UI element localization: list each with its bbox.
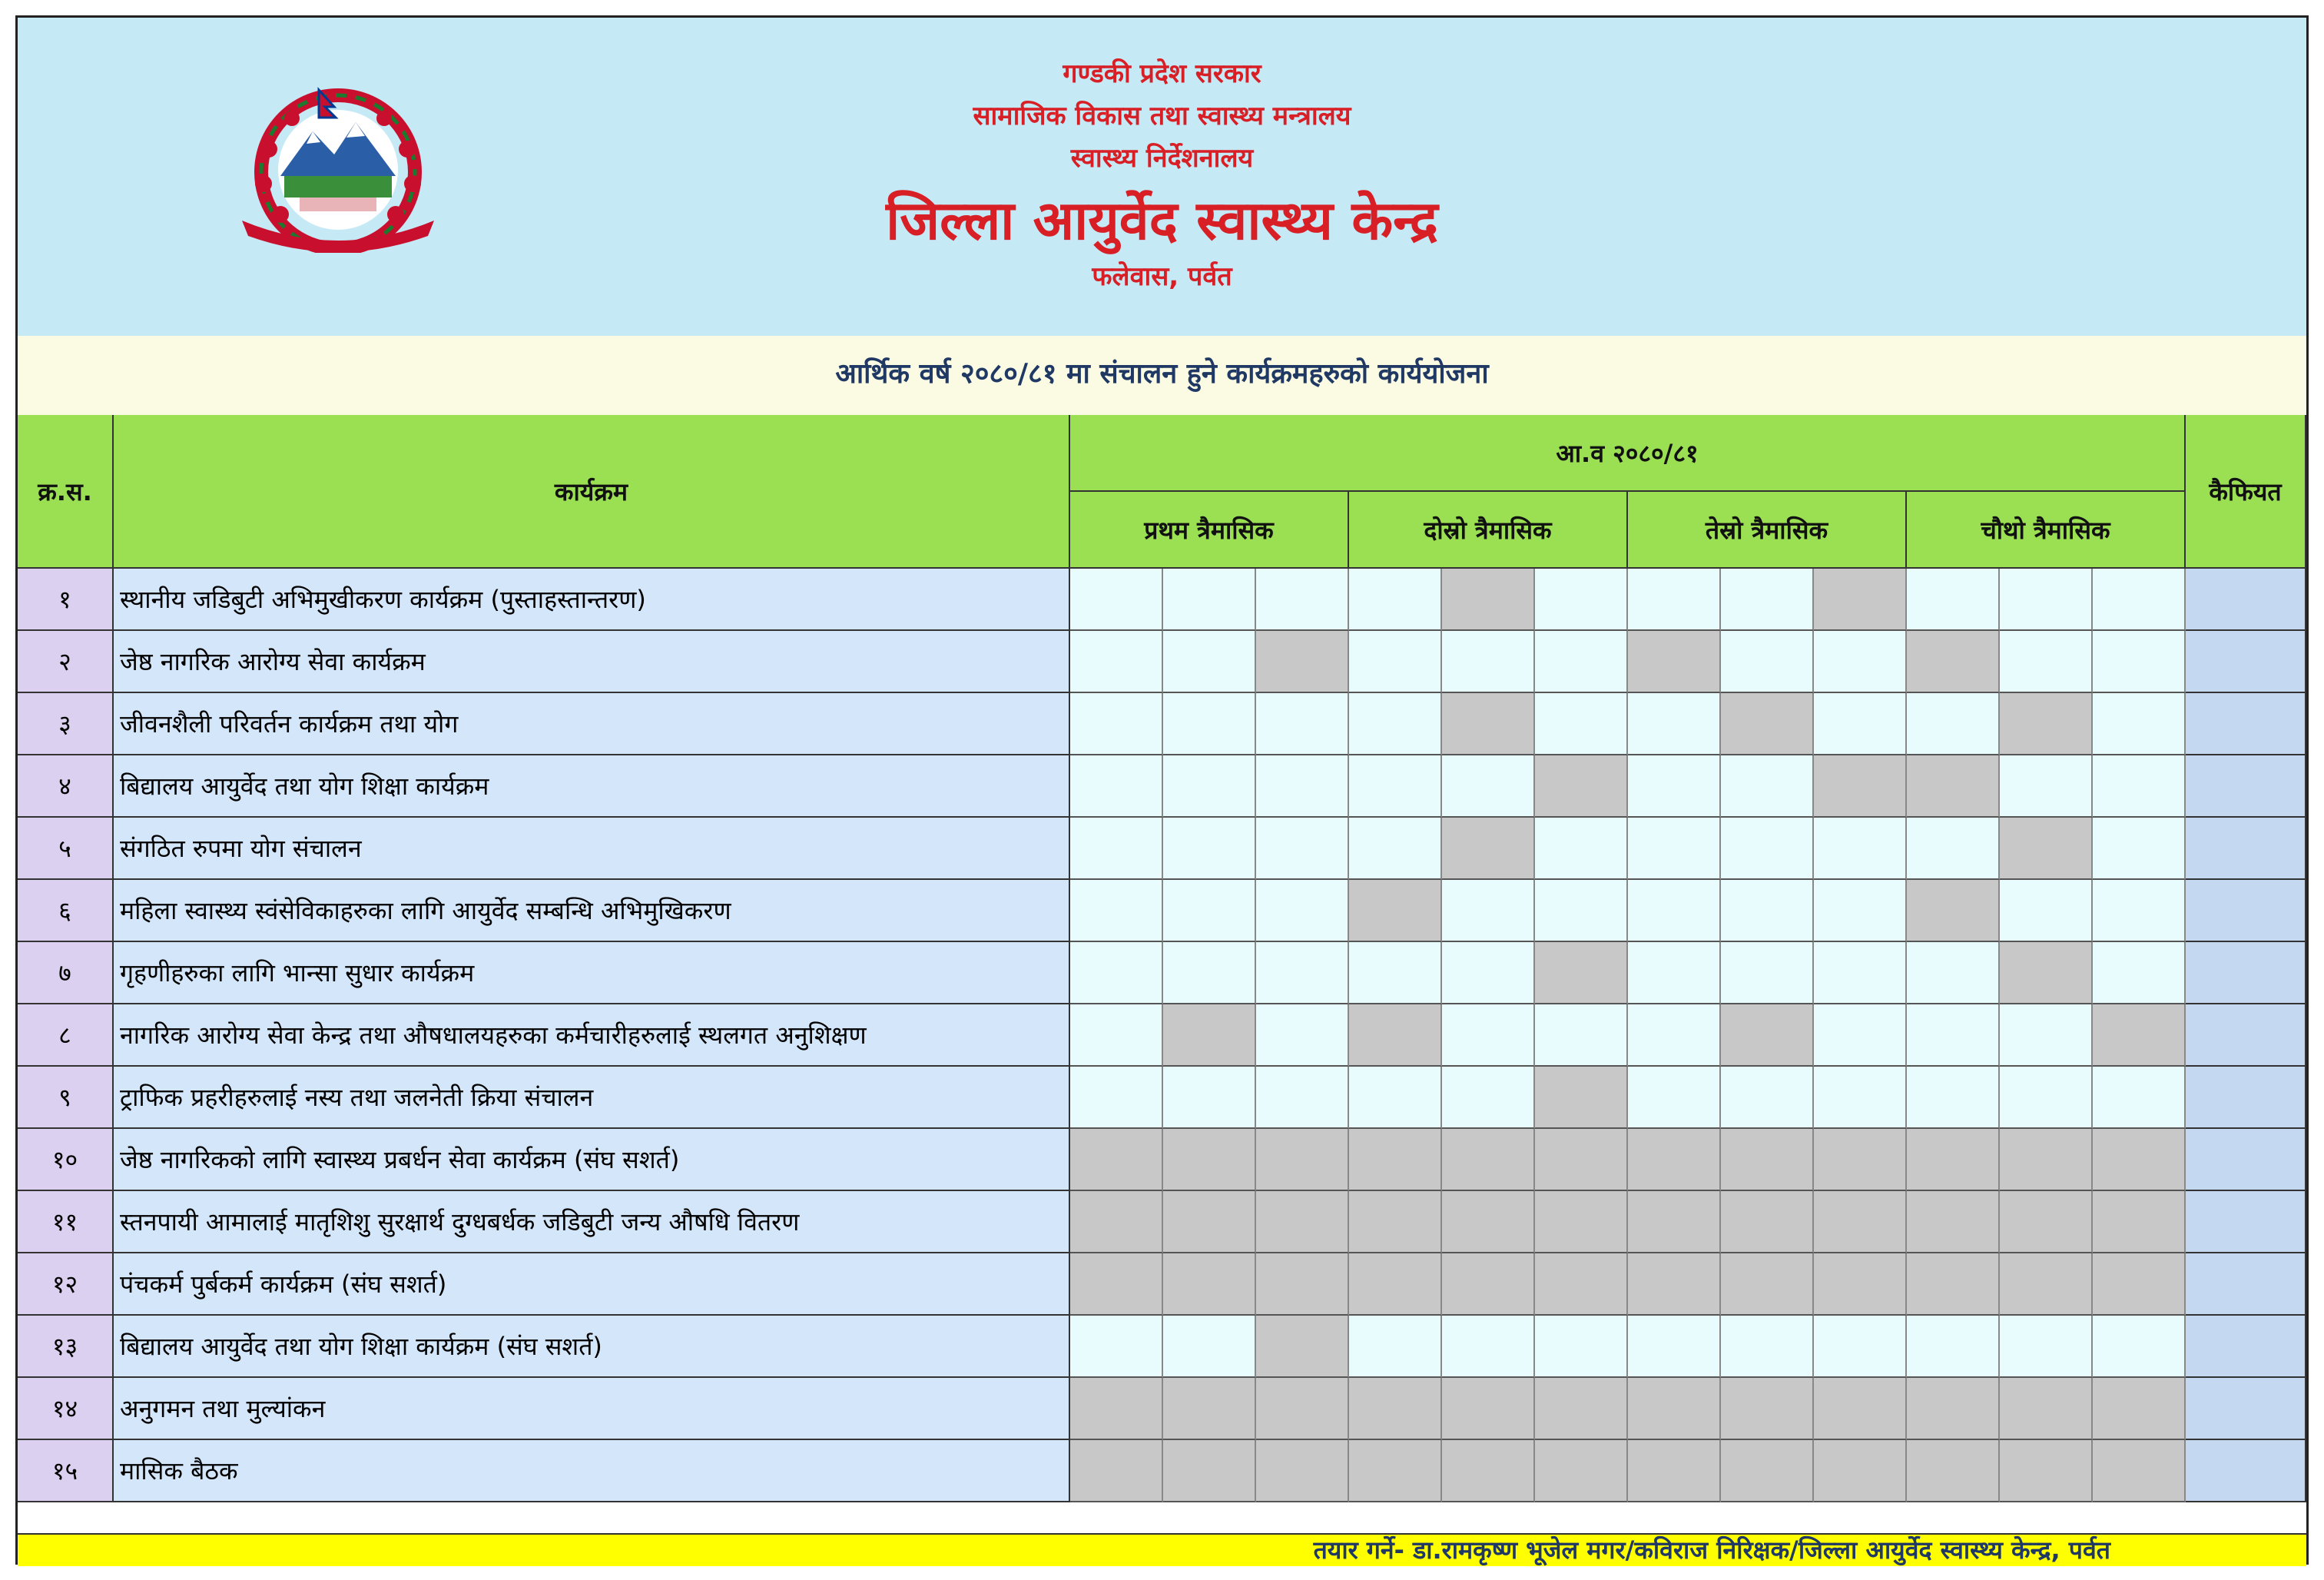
schedule-cell-active[interactable] xyxy=(1163,1378,1256,1440)
row-program: स्थानीय जडिबुटी अभिमुखीकरण कार्यक्रम (पुस्ताहस्तान्तरण) xyxy=(114,569,1070,631)
schedule-cell-empty[interactable] xyxy=(1628,1004,1721,1067)
schedule-cell-active[interactable] xyxy=(2000,693,2093,755)
schedule-cell-empty[interactable] xyxy=(1628,880,1721,942)
schedule-cell-empty[interactable] xyxy=(1814,1067,1907,1129)
schedule-cell-active[interactable] xyxy=(1070,1191,1163,1253)
row-serial: ६ xyxy=(18,880,114,942)
row-serial: ९ xyxy=(18,1067,114,1129)
schedule-cell-empty[interactable] xyxy=(2093,942,2186,1004)
schedule-cell-empty[interactable] xyxy=(1256,880,1349,942)
schedule-cell-active[interactable] xyxy=(1535,942,1628,1004)
schedule-cell-empty[interactable] xyxy=(1070,1004,1163,1067)
row-program: गृहणीहरुका लागि भान्सा सुधार कार्यक्रम xyxy=(114,942,1070,1004)
schedule-cell-empty[interactable] xyxy=(2093,693,2186,755)
col-header-quarter: चौथो त्रैमासिक xyxy=(1907,492,2186,569)
row-remarks[interactable] xyxy=(2186,942,2306,1004)
schedule-cell-empty[interactable] xyxy=(1256,755,1349,818)
schedule-cell-active[interactable] xyxy=(2000,1191,2093,1253)
row-remarks[interactable] xyxy=(2186,1253,2306,1316)
schedule-cell-empty[interactable] xyxy=(1070,818,1163,880)
schedule-cell-active[interactable] xyxy=(1256,1440,1349,1502)
col-header-program: कार्यक्रम xyxy=(114,415,1070,569)
schedule-cell-active[interactable] xyxy=(1907,1378,2000,1440)
schedule-cell-active[interactable] xyxy=(1628,631,1721,693)
schedule-cell-empty[interactable] xyxy=(1628,1316,1721,1378)
schedule-cell-empty[interactable] xyxy=(1442,755,1535,818)
schedule-cell-empty[interactable] xyxy=(1070,1316,1163,1378)
schedule-cell-active[interactable] xyxy=(1907,631,2000,693)
schedule-cell-active[interactable] xyxy=(1163,1129,1256,1191)
schedule-cell-empty[interactable] xyxy=(1163,569,1256,631)
row-program: जीवनशैली परिवर्तन कार्यक्रम तथा योग xyxy=(114,693,1070,755)
schedule-cell-active[interactable] xyxy=(1535,1129,1628,1191)
schedule-cell-empty[interactable] xyxy=(1442,942,1535,1004)
row-program: अनुगमन तथा मुल्यांकन xyxy=(114,1378,1070,1440)
row-remarks[interactable] xyxy=(2186,1129,2306,1191)
schedule-cell-active[interactable] xyxy=(1814,569,1907,631)
schedule-cell-empty[interactable] xyxy=(1163,1067,1256,1129)
schedule-cell-active[interactable] xyxy=(1349,1253,1442,1316)
schedule-cell-empty[interactable] xyxy=(1349,631,1442,693)
schedule-cell-active[interactable] xyxy=(1721,1191,1814,1253)
row-remarks[interactable] xyxy=(2186,1004,2306,1067)
schedule-cell-active[interactable] xyxy=(1442,693,1535,755)
row-serial: १० xyxy=(18,1129,114,1191)
schedule-cell-active[interactable] xyxy=(2000,1440,2093,1502)
schedule-cell-empty[interactable] xyxy=(1349,693,1442,755)
schedule-cell-active[interactable] xyxy=(1628,1191,1721,1253)
schedule-cell-active[interactable] xyxy=(1256,1191,1349,1253)
plan-title: आर्थिक वर्ष २०८०/८१ मा संचालन हुने कार्यक्रमहरुको कार्ययोजना xyxy=(18,336,2306,417)
schedule-cell-active[interactable] xyxy=(1349,1004,1442,1067)
row-program: नागरिक आरोग्य सेवा केन्द्र तथा औषधालयहरुका कर्मचारीहरुलाई स्थलगत अनुशिक्षण xyxy=(114,1004,1070,1067)
row-serial: ४ xyxy=(18,755,114,818)
schedule-cell-active[interactable] xyxy=(1814,1378,1907,1440)
schedule-cell-active[interactable] xyxy=(1535,1378,1628,1440)
schedule-cell-active[interactable] xyxy=(2093,1129,2186,1191)
schedule-cell-empty[interactable] xyxy=(1628,818,1721,880)
schedule-cell-empty[interactable] xyxy=(1349,569,1442,631)
schedule-cell-active[interactable] xyxy=(2093,1004,2186,1067)
schedule-cell-empty[interactable] xyxy=(1628,1067,1721,1129)
row-serial: १४ xyxy=(18,1378,114,1440)
row-program: पंचकर्म पुर्बकर्म कार्यक्रम (संघ सशर्त) xyxy=(114,1253,1070,1316)
schedule-cell-active[interactable] xyxy=(1442,569,1535,631)
schedule-cell-empty[interactable] xyxy=(1070,942,1163,1004)
schedule-cell-empty[interactable] xyxy=(1721,631,1814,693)
schedule-cell-active[interactable] xyxy=(1721,693,1814,755)
schedule-cell-active[interactable] xyxy=(1535,755,1628,818)
schedule-cell-empty[interactable] xyxy=(1721,569,1814,631)
schedule-cell-active[interactable] xyxy=(1256,1316,1349,1378)
schedule-cell-empty[interactable] xyxy=(1349,1316,1442,1378)
schedule-cell-empty[interactable] xyxy=(1070,569,1163,631)
schedule-cell-empty[interactable] xyxy=(2093,569,2186,631)
row-serial: १ xyxy=(18,569,114,631)
schedule-cell-empty[interactable] xyxy=(1256,1067,1349,1129)
row-serial: ११ xyxy=(18,1191,114,1253)
schedule-cell-active[interactable] xyxy=(1907,1129,2000,1191)
col-header-fiscal-year: आ.व २०८०/८१ xyxy=(1070,415,2186,492)
schedule-cell-active[interactable] xyxy=(1535,1191,1628,1253)
schedule-cell-empty[interactable] xyxy=(1442,1067,1535,1129)
schedule-cell-empty[interactable] xyxy=(1814,1004,1907,1067)
col-header-quarter: दोस्रो त्रैमासिक xyxy=(1349,492,1628,569)
schedule-cell-active[interactable] xyxy=(1442,1378,1535,1440)
schedule-cell-active[interactable] xyxy=(1349,1129,1442,1191)
schedule-cell-active[interactable] xyxy=(1907,1253,2000,1316)
row-remarks[interactable] xyxy=(2186,631,2306,693)
schedule-cell-active[interactable] xyxy=(2000,818,2093,880)
schedule-cell-empty[interactable] xyxy=(1535,1316,1628,1378)
schedule-cell-active[interactable] xyxy=(1163,1191,1256,1253)
col-header-serial: क्र.स. xyxy=(18,415,114,569)
schedule-cell-empty[interactable] xyxy=(2093,1067,2186,1129)
schedule-cell-active[interactable] xyxy=(1721,1253,1814,1316)
schedule-cell-empty[interactable] xyxy=(1256,569,1349,631)
schedule-cell-empty[interactable] xyxy=(1535,569,1628,631)
row-remarks[interactable] xyxy=(2186,880,2306,942)
schedule-cell-active[interactable] xyxy=(1814,1191,1907,1253)
row-serial: १५ xyxy=(18,1440,114,1502)
schedule-cell-empty[interactable] xyxy=(1070,1067,1163,1129)
schedule-cell-empty[interactable] xyxy=(1070,755,1163,818)
schedule-cell-active[interactable] xyxy=(1628,1440,1721,1502)
col-header-quarter: प्रथम त्रैमासिक xyxy=(1070,492,1349,569)
schedule-cell-active[interactable] xyxy=(1721,1129,1814,1191)
schedule-cell-empty[interactable] xyxy=(1814,693,1907,755)
schedule-cell-active[interactable] xyxy=(1442,1440,1535,1502)
workplan-sheet xyxy=(15,15,2309,1565)
schedule-cell-empty[interactable] xyxy=(1535,693,1628,755)
row-serial: १२ xyxy=(18,1253,114,1316)
schedule-cell-empty[interactable] xyxy=(2000,1004,2093,1067)
row-serial: ३ xyxy=(18,693,114,755)
schedule-cell-active[interactable] xyxy=(1256,631,1349,693)
schedule-cell-active[interactable] xyxy=(1070,1440,1163,1502)
schedule-cell-active[interactable] xyxy=(1535,1067,1628,1129)
schedule-cell-empty[interactable] xyxy=(1349,818,1442,880)
schedule-cell-active[interactable] xyxy=(2093,1191,2186,1253)
schedule-cell-empty[interactable] xyxy=(1070,880,1163,942)
schedule-cell-empty[interactable] xyxy=(1628,693,1721,755)
schedule-cell-empty[interactable] xyxy=(2000,1316,2093,1378)
row-program: बिद्यालय आयुर्वेद तथा योग शिक्षा कार्यक्रम xyxy=(114,755,1070,818)
schedule-cell-empty[interactable] xyxy=(1163,818,1256,880)
schedule-cell-empty[interactable] xyxy=(1907,818,2000,880)
schedule-cell-empty[interactable] xyxy=(1721,1316,1814,1378)
schedule-cell-empty[interactable] xyxy=(1349,1067,1442,1129)
schedule-cell-active[interactable] xyxy=(2000,1253,2093,1316)
schedule-cell-active[interactable] xyxy=(1349,1191,1442,1253)
schedule-cell-active[interactable] xyxy=(1907,1191,2000,1253)
schedule-cell-active[interactable] xyxy=(1349,1440,1442,1502)
schedule-cell-empty[interactable] xyxy=(1907,569,2000,631)
row-remarks[interactable] xyxy=(2186,1067,2306,1129)
schedule-cell-active[interactable] xyxy=(1814,1253,1907,1316)
schedule-cell-empty[interactable] xyxy=(2000,755,2093,818)
schedule-cell-empty[interactable] xyxy=(1907,693,2000,755)
schedule-cell-active[interactable] xyxy=(2000,942,2093,1004)
row-program: ट्राफिक प्रहरीहरुलाई नस्य तथा जलनेती क्रिया संचालन xyxy=(114,1067,1070,1129)
ministry-name: सामाजिक विकास तथा स्वास्थ्य मन्त्रालय xyxy=(973,101,1351,131)
schedule-cell-empty[interactable] xyxy=(1442,880,1535,942)
row-program: महिला स्वास्थ्य स्वंसेविकाहरुका लागि आयुर्वेद सम्बन्धि अभिमुखिकरण xyxy=(114,880,1070,942)
schedule-cell-empty[interactable] xyxy=(1907,1067,2000,1129)
row-serial: ५ xyxy=(18,818,114,880)
schedule-cell-empty[interactable] xyxy=(1256,818,1349,880)
row-remarks[interactable] xyxy=(2186,1440,2306,1502)
schedule-cell-active[interactable] xyxy=(1721,1440,1814,1502)
schedule-cell-empty[interactable] xyxy=(1442,631,1535,693)
schedule-cell-empty[interactable] xyxy=(2093,880,2186,942)
row-remarks[interactable] xyxy=(2186,1191,2306,1253)
schedule-cell-empty[interactable] xyxy=(1628,569,1721,631)
row-serial: ७ xyxy=(18,942,114,1004)
row-remarks[interactable] xyxy=(2186,693,2306,755)
directorate-name: स्वास्थ्य निर्देशनालय xyxy=(1070,143,1254,174)
schedule-cell-empty[interactable] xyxy=(1256,942,1349,1004)
schedule-cell-empty[interactable] xyxy=(1628,942,1721,1004)
schedule-cell-empty[interactable] xyxy=(1721,1067,1814,1129)
schedule-cell-empty[interactable] xyxy=(1628,755,1721,818)
row-program: बिद्यालय आयुर्वेद तथा योग शिक्षा कार्यक्रम (संघ सशर्त) xyxy=(114,1316,1070,1378)
schedule-cell-empty[interactable] xyxy=(1907,1316,2000,1378)
schedule-cell-empty[interactable] xyxy=(1256,693,1349,755)
schedule-cell-active[interactable] xyxy=(1721,1378,1814,1440)
row-remarks[interactable] xyxy=(2186,1316,2306,1378)
schedule-cell-active[interactable] xyxy=(1256,1378,1349,1440)
schedule-cell-active[interactable] xyxy=(1814,1440,1907,1502)
schedule-cell-empty[interactable] xyxy=(2000,569,2093,631)
schedule-cell-active[interactable] xyxy=(1721,1004,1814,1067)
schedule-cell-empty[interactable] xyxy=(1721,818,1814,880)
row-serial: ८ xyxy=(18,1004,114,1067)
schedule-cell-active[interactable] xyxy=(2093,1253,2186,1316)
schedule-cell-empty[interactable] xyxy=(1721,942,1814,1004)
schedule-cell-active[interactable] xyxy=(1349,1378,1442,1440)
schedule-cell-active[interactable] xyxy=(1442,1253,1535,1316)
prepared-by-text: तयार गर्ने- डा.रामकृष्ण भूजेल मगर/कविराज निरिक्षक/जिल्ला आयुर्वेद स्वास्थ्य केन्द्र, पर्वत xyxy=(1313,1535,2110,1565)
schedule-cell-empty[interactable] xyxy=(1814,1316,1907,1378)
schedule-cell-empty[interactable] xyxy=(2000,880,2093,942)
col-header-quarter: तेस्रो त्रैमासिक xyxy=(1628,492,1907,569)
schedule-cell-active[interactable] xyxy=(1349,880,1442,942)
schedule-cell-active[interactable] xyxy=(1070,1253,1163,1316)
schedule-cell-empty[interactable] xyxy=(2093,755,2186,818)
schedule-cell-active[interactable] xyxy=(1628,1129,1721,1191)
schedule-cell-active[interactable] xyxy=(2000,1378,2093,1440)
schedule-cell-active[interactable] xyxy=(1442,1191,1535,1253)
schedule-cell-active[interactable] xyxy=(1163,1440,1256,1502)
office-header xyxy=(18,18,2306,337)
schedule-cell-empty[interactable] xyxy=(1721,880,1814,942)
schedule-cell-active[interactable] xyxy=(1535,1253,1628,1316)
schedule-cell-empty[interactable] xyxy=(1349,755,1442,818)
schedule-cell-active[interactable] xyxy=(1814,755,1907,818)
schedule-cell-active[interactable] xyxy=(1442,1129,1535,1191)
schedule-cell-active[interactable] xyxy=(1814,1129,1907,1191)
schedule-cell-active[interactable] xyxy=(1163,1253,1256,1316)
schedule-cell-active[interactable] xyxy=(1256,1129,1349,1191)
schedule-cell-empty[interactable] xyxy=(1814,631,1907,693)
row-program: मासिक बैठक xyxy=(114,1440,1070,1502)
row-program: संगठित रुपमा योग संचालन xyxy=(114,818,1070,880)
row-program: जेष्ठ नागरिक आरोग्य सेवा कार्यक्रम xyxy=(114,631,1070,693)
row-serial: २ xyxy=(18,631,114,693)
schedule-cell-active[interactable] xyxy=(1535,1440,1628,1502)
schedule-cell-empty[interactable] xyxy=(1070,693,1163,755)
schedule-cell-active[interactable] xyxy=(1628,1253,1721,1316)
schedule-cell-active[interactable] xyxy=(2093,1378,2186,1440)
schedule-cell-empty[interactable] xyxy=(1814,942,1907,1004)
schedule-cell-empty[interactable] xyxy=(1535,1004,1628,1067)
schedule-cell-active[interactable] xyxy=(2093,1440,2186,1502)
schedule-cell-empty[interactable] xyxy=(1349,942,1442,1004)
schedule-cell-active[interactable] xyxy=(1070,1129,1163,1191)
schedule-cell-active[interactable] xyxy=(1907,1440,2000,1502)
schedule-cell-empty[interactable] xyxy=(1535,631,1628,693)
schedule-cell-empty[interactable] xyxy=(1814,880,1907,942)
schedule-cell-empty[interactable] xyxy=(1070,631,1163,693)
row-remarks[interactable] xyxy=(2186,569,2306,631)
row-serial: १३ xyxy=(18,1316,114,1378)
schedule-cell-active[interactable] xyxy=(2000,1129,2093,1191)
row-remarks[interactable] xyxy=(2186,755,2306,818)
schedule-cell-active[interactable] xyxy=(1907,755,2000,818)
workplan-table xyxy=(18,415,2306,1533)
schedule-cell-empty[interactable] xyxy=(1163,693,1256,755)
office-name: जिल्ला आयुर्वेद स्वास्थ्य केन्द्र xyxy=(886,189,1438,252)
schedule-cell-empty[interactable] xyxy=(2000,1067,2093,1129)
schedule-cell-empty[interactable] xyxy=(2000,631,2093,693)
schedule-cell-empty[interactable] xyxy=(1163,1316,1256,1378)
col-header-remarks: कैफियत xyxy=(2186,415,2306,569)
schedule-cell-empty[interactable] xyxy=(1907,942,2000,1004)
row-remarks[interactable] xyxy=(2186,818,2306,880)
schedule-cell-active[interactable] xyxy=(1070,1378,1163,1440)
schedule-cell-empty[interactable] xyxy=(1163,880,1256,942)
row-program: जेष्ठ नागरिकको लागि स्वास्थ्य प्रबर्धन सेवा कार्यक्रम (संघ सशर्त) xyxy=(114,1129,1070,1191)
schedule-cell-empty[interactable] xyxy=(1442,1004,1535,1067)
schedule-cell-empty[interactable] xyxy=(2093,818,2186,880)
schedule-cell-active[interactable] xyxy=(1163,1004,1256,1067)
schedule-cell-empty[interactable] xyxy=(1535,880,1628,942)
schedule-cell-empty[interactable] xyxy=(1442,1316,1535,1378)
schedule-cell-empty[interactable] xyxy=(1163,942,1256,1004)
schedule-cell-empty[interactable] xyxy=(2093,631,2186,693)
prepared-by-footer xyxy=(18,1533,2306,1566)
schedule-cell-active[interactable] xyxy=(1256,1253,1349,1316)
office-location: फलेवास, पर्वत xyxy=(1092,261,1232,292)
province-government: गण्डकी प्रदेश सरकार xyxy=(1063,58,1261,89)
schedule-cell-active[interactable] xyxy=(1442,818,1535,880)
row-program: स्तनपायी आमालाई मातृशिशु सुरक्षार्थ दुग्धबर्धक जडिबुटी जन्य औषधि वितरण xyxy=(114,1191,1070,1253)
schedule-cell-active[interactable] xyxy=(1907,880,2000,942)
row-remarks[interactable] xyxy=(2186,1378,2306,1440)
schedule-cell-empty[interactable] xyxy=(1814,818,1907,880)
schedule-cell-empty[interactable] xyxy=(1163,755,1256,818)
schedule-cell-empty[interactable] xyxy=(1535,818,1628,880)
schedule-cell-empty[interactable] xyxy=(1907,1004,2000,1067)
schedule-cell-empty[interactable] xyxy=(1721,755,1814,818)
schedule-cell-empty[interactable] xyxy=(2093,1316,2186,1378)
schedule-cell-empty[interactable] xyxy=(1163,631,1256,693)
schedule-cell-empty[interactable] xyxy=(1256,1004,1349,1067)
schedule-cell-active[interactable] xyxy=(1628,1378,1721,1440)
